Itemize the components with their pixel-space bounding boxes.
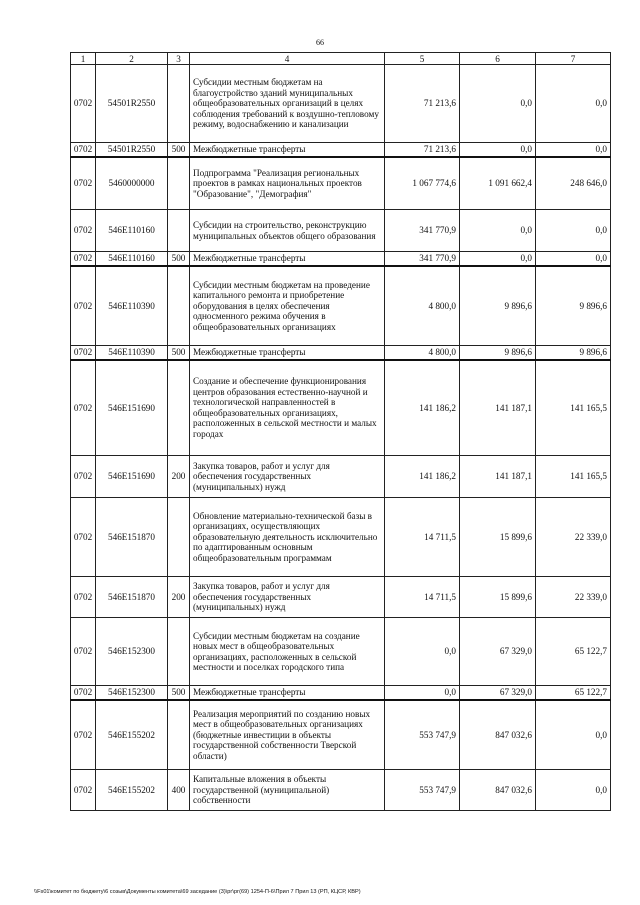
cell-amount-2: 67 329,0 xyxy=(460,686,536,700)
table-row xyxy=(71,157,611,210)
cell-description: Субсидии на строительство, реконструкцию муниципальных объектов общего образования xyxy=(190,210,385,252)
header-col-1: 1 xyxy=(71,53,96,65)
cell-amount-2: 9 896,6 xyxy=(460,346,536,360)
cell-target-code: 546E110390 xyxy=(96,266,168,346)
table-row xyxy=(71,700,611,770)
cell-target-code: 546E155202 xyxy=(96,700,168,770)
header-col-5: 5 xyxy=(385,53,460,65)
cell-description: Межбюджетные трансферты xyxy=(190,143,385,157)
cell-amount-1: 553 747,9 xyxy=(385,700,460,770)
cell-description: Межбюджетные трансферты xyxy=(190,346,385,360)
cell-target-code: 54501R2550 xyxy=(96,65,168,143)
header-col-7: 7 xyxy=(536,53,611,65)
cell-expense-type: 200 xyxy=(168,577,190,618)
cell-amount-2: 15 899,6 xyxy=(460,498,536,577)
table-row xyxy=(71,210,611,252)
cell-target-code: 546E151690 xyxy=(96,360,168,456)
cell-amount-1: 141 186,2 xyxy=(385,360,460,456)
cell-amount-3: 65 122,7 xyxy=(536,686,611,700)
cell-amount-1: 14 711,5 xyxy=(385,498,460,577)
table-row xyxy=(71,252,611,266)
table-row xyxy=(71,618,611,686)
cell-expense-type xyxy=(168,210,190,252)
table-row xyxy=(71,65,611,143)
cell-amount-2: 141 187,1 xyxy=(460,360,536,456)
table-row xyxy=(71,686,611,700)
cell-target-code: 546E152300 xyxy=(96,686,168,700)
cell-amount-1: 553 747,9 xyxy=(385,770,460,811)
cell-expense-type xyxy=(168,157,190,210)
cell-amount-3: 0,0 xyxy=(536,65,611,143)
cell-section: 0702 xyxy=(71,700,96,770)
cell-section: 0702 xyxy=(71,360,96,456)
cell-expense-type: 200 xyxy=(168,456,190,498)
table-row xyxy=(71,770,611,811)
table-row xyxy=(71,577,611,618)
cell-section: 0702 xyxy=(71,456,96,498)
header-row xyxy=(71,53,611,65)
cell-expense-type: 500 xyxy=(168,686,190,700)
cell-target-code: 546E155202 xyxy=(96,770,168,811)
cell-amount-1: 4 800,0 xyxy=(385,346,460,360)
cell-target-code: 546E110160 xyxy=(96,252,168,266)
cell-expense-type: 500 xyxy=(168,143,190,157)
header-col-2: 2 xyxy=(96,53,168,65)
cell-amount-2: 0,0 xyxy=(460,210,536,252)
cell-amount-3: 0,0 xyxy=(536,252,611,266)
cell-amount-2: 1 091 662,4 xyxy=(460,157,536,210)
cell-target-code: 546E110160 xyxy=(96,210,168,252)
cell-section: 0702 xyxy=(71,618,96,686)
cell-amount-3: 0,0 xyxy=(536,143,611,157)
cell-amount-1: 341 770,9 xyxy=(385,210,460,252)
cell-amount-3: 141 165,5 xyxy=(536,360,611,456)
cell-target-code: 54501R2550 xyxy=(96,143,168,157)
header-col-3: 3 xyxy=(168,53,190,65)
cell-expense-type xyxy=(168,700,190,770)
table-row xyxy=(71,346,611,360)
cell-amount-2: 141 187,1 xyxy=(460,456,536,498)
cell-expense-type xyxy=(168,498,190,577)
cell-amount-3: 22 339,0 xyxy=(536,498,611,577)
cell-amount-2: 847 032,6 xyxy=(460,770,536,811)
cell-expense-type: 500 xyxy=(168,252,190,266)
cell-section: 0702 xyxy=(71,770,96,811)
cell-description: Обновление материально-технической базы в организациях, осуществляющих образовательную деятельность исключительно по адаптированным основным общеобразовательным программам xyxy=(190,498,385,577)
cell-amount-1: 141 186,2 xyxy=(385,456,460,498)
cell-target-code: 546E151870 xyxy=(96,577,168,618)
cell-amount-1: 4 800,0 xyxy=(385,266,460,346)
cell-target-code: 546E152300 xyxy=(96,618,168,686)
cell-section: 0702 xyxy=(71,252,96,266)
cell-section: 0702 xyxy=(71,210,96,252)
cell-amount-3: 0,0 xyxy=(536,210,611,252)
cell-section: 0702 xyxy=(71,266,96,346)
cell-amount-2: 15 899,6 xyxy=(460,577,536,618)
cell-amount-1: 71 213,6 xyxy=(385,143,460,157)
cell-description: Закупка товаров, работ и услуг для обеспечения государственных (муниципальных) нужд xyxy=(190,456,385,498)
cell-section: 0702 xyxy=(71,346,96,360)
cell-amount-3: 9 896,6 xyxy=(536,266,611,346)
cell-amount-3: 141 165,5 xyxy=(536,456,611,498)
footer-file-path: \\Fs01\комитет по бюджету\6 созыв\Документы комитета\69 заседание (3)\рг\рг(69) 1254-П-6\Прил 7 Прил 13 (РП, КЦСР, КВР) xyxy=(34,889,361,895)
cell-description: Реализация мероприятий по созданию новых мест в общеобразовательных организациях (бюджетные инвестиции в объекты государственной собственности Тверской области) xyxy=(190,700,385,770)
cell-expense-type xyxy=(168,618,190,686)
cell-target-code: 546E151690 xyxy=(96,456,168,498)
cell-expense-type xyxy=(168,65,190,143)
cell-expense-type xyxy=(168,266,190,346)
table-row xyxy=(71,498,611,577)
cell-description: Межбюджетные трансферты xyxy=(190,686,385,700)
cell-amount-1: 71 213,6 xyxy=(385,65,460,143)
cell-target-code: 546E151870 xyxy=(96,498,168,577)
table-row xyxy=(71,456,611,498)
cell-description: Подпрограмма "Реализация региональных проектов в рамках национальных проектов "Образование", "Демография" xyxy=(190,157,385,210)
cell-section: 0702 xyxy=(71,157,96,210)
table-row xyxy=(71,266,611,346)
cell-section: 0702 xyxy=(71,577,96,618)
cell-amount-3: 0,0 xyxy=(536,770,611,811)
budget-table xyxy=(70,52,611,811)
cell-amount-2: 67 329,0 xyxy=(460,618,536,686)
cell-description: Создание и обеспечение функционирования центров образования естественно-научной и технологической направленностей в общеобразовательных организациях, расположенных в сельской местности и малых городах xyxy=(190,360,385,456)
cell-section: 0702 xyxy=(71,686,96,700)
cell-section: 0702 xyxy=(71,65,96,143)
cell-amount-3: 22 339,0 xyxy=(536,577,611,618)
cell-amount-1: 0,0 xyxy=(385,686,460,700)
cell-amount-3: 0,0 xyxy=(536,700,611,770)
cell-expense-type: 500 xyxy=(168,346,190,360)
cell-amount-2: 9 896,6 xyxy=(460,266,536,346)
cell-section: 0702 xyxy=(71,498,96,577)
cell-section: 0702 xyxy=(71,143,96,157)
cell-description: Субсидии местным бюджетам на создание новых мест в общеобразовательных организациях, расположенных в сельской местности и поселках городского типа xyxy=(190,618,385,686)
cell-amount-3: 65 122,7 xyxy=(536,618,611,686)
cell-description: Субсидии местным бюджетам на проведение капитального ремонта и приобретение оборудования в целях обеспечения односменного режима обучения в общеобразовательных организациях xyxy=(190,266,385,346)
cell-amount-3: 9 896,6 xyxy=(536,346,611,360)
cell-description: Субсидии местным бюджетам на благоустройство зданий муниципальных общеобразовательных организаций в целях соблюдения требований к воздушно-тепловому режиму, водоснабжению и канализации xyxy=(190,65,385,143)
cell-description: Закупка товаров, работ и услуг для обеспечения государственных (муниципальных) нужд xyxy=(190,577,385,618)
table-row xyxy=(71,143,611,157)
cell-amount-2: 0,0 xyxy=(460,143,536,157)
header-col-6: 6 xyxy=(460,53,536,65)
header-col-4: 4 xyxy=(190,53,385,65)
cell-target-code: 5460000000 xyxy=(96,157,168,210)
cell-expense-type: 400 xyxy=(168,770,190,811)
cell-expense-type xyxy=(168,360,190,456)
cell-amount-1: 0,0 xyxy=(385,618,460,686)
table-row xyxy=(71,360,611,456)
cell-amount-1: 14 711,5 xyxy=(385,577,460,618)
cell-description: Межбюджетные трансферты xyxy=(190,252,385,266)
cell-target-code: 546E110390 xyxy=(96,346,168,360)
cell-amount-2: 0,0 xyxy=(460,65,536,143)
cell-amount-2: 0,0 xyxy=(460,252,536,266)
cell-amount-3: 248 646,0 xyxy=(536,157,611,210)
page-number: 66 xyxy=(316,38,324,47)
cell-amount-2: 847 032,6 xyxy=(460,700,536,770)
cell-amount-1: 1 067 774,6 xyxy=(385,157,460,210)
cell-amount-1: 341 770,9 xyxy=(385,252,460,266)
cell-description: Капитальные вложения в объекты государственной (муниципальной) собственности xyxy=(190,770,385,811)
